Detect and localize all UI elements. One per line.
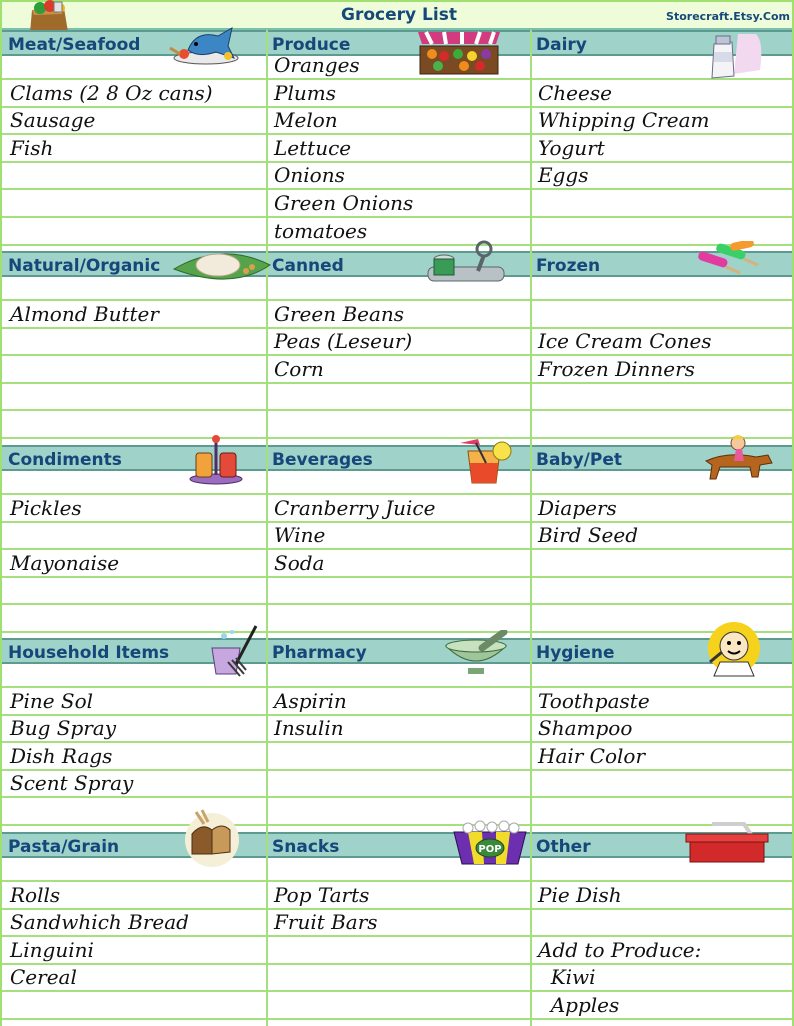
list-item[interactable]: Yogurt	[538, 135, 605, 160]
list-item[interactable]: Sausage	[10, 108, 96, 133]
column-divider	[266, 30, 268, 1026]
list-row	[2, 108, 794, 135]
list-item[interactable]: Almond Butter	[10, 301, 159, 326]
leaf-plate-icon	[172, 247, 272, 287]
list-row	[2, 578, 794, 605]
list-item[interactable]: Bug Spray	[10, 716, 117, 741]
category-heading: Canned	[272, 256, 344, 276]
list-row	[2, 689, 794, 716]
list-item[interactable]: Whipping Cream	[538, 108, 710, 133]
category-heading: Pasta/Grain	[8, 837, 120, 857]
list-item[interactable]: Cranberry Juice	[274, 495, 436, 520]
fish-platter-icon	[166, 24, 252, 66]
list-row	[2, 771, 794, 798]
list-item[interactable]: Green Onions	[274, 191, 414, 215]
list-item[interactable]: Insulin	[274, 716, 344, 741]
list-row	[2, 993, 794, 1020]
brand-link: Storecraft.Etsy.Com	[666, 10, 790, 23]
list-item[interactable]: Apples	[538, 993, 620, 1017]
popcorn-label: POP	[478, 844, 502, 855]
list-item[interactable]: Cheese	[538, 80, 612, 105]
category-heading: Frozen	[536, 256, 601, 276]
list-item[interactable]: Clams (2 8 Oz cans)	[10, 80, 213, 105]
column-divider	[530, 30, 532, 1026]
list-row	[2, 357, 794, 384]
category-heading: Meat/Seafood	[8, 35, 141, 55]
list-item[interactable]: Bird Seed	[538, 523, 638, 548]
list-item[interactable]: Pine Sol	[10, 688, 94, 713]
can-opener-icon	[422, 239, 508, 287]
category-heading: Beverages	[272, 450, 373, 470]
list-row	[2, 744, 794, 771]
milk-bottle-icon	[704, 30, 764, 80]
list-row	[2, 910, 794, 937]
list-item[interactable]: Dish Rags	[10, 743, 113, 768]
list-item[interactable]: Pop Tarts	[274, 882, 370, 907]
list-item[interactable]: Eggs	[538, 163, 589, 188]
list-row	[2, 191, 794, 218]
list-row	[2, 412, 794, 439]
list-item[interactable]: Onions	[274, 163, 345, 188]
salt-pepper-shakers-icon	[186, 435, 246, 485]
list-item[interactable]: Mayonaise	[10, 550, 120, 575]
list-row	[2, 716, 794, 743]
list-item[interactable]: Rolls	[10, 882, 61, 907]
list-item[interactable]: Corn	[274, 356, 324, 381]
list-row	[2, 883, 794, 910]
category-heading: Household Items	[8, 643, 170, 663]
cleaning-bucket-icon	[206, 624, 266, 680]
list-item[interactable]: Peas (Leseur)	[274, 329, 413, 354]
list-item[interactable]: Shampoo	[538, 716, 633, 741]
list-item[interactable]: tomatoes	[274, 218, 368, 243]
list-row	[2, 53, 794, 80]
list-row	[2, 329, 794, 356]
list-item[interactable]: Cereal	[10, 965, 77, 990]
list-item[interactable]: Hair Color	[538, 743, 646, 768]
list-row	[2, 468, 794, 495]
bread-loaf-icon	[182, 808, 242, 868]
list-row	[2, 938, 794, 965]
category-heading: Natural/Organic	[8, 256, 161, 276]
list-row	[2, 274, 794, 301]
category-heading: Hygiene	[536, 643, 615, 663]
list-item[interactable]: Plums	[274, 80, 336, 105]
list-row	[2, 136, 794, 163]
category-heading: Dairy	[536, 35, 587, 55]
list-item[interactable]: Kiwi	[538, 965, 596, 990]
list-row	[2, 384, 794, 411]
list-row	[2, 1021, 794, 1026]
category-heading: Condiments	[8, 450, 122, 470]
list-item[interactable]: Scent Spray	[10, 771, 134, 796]
popsicles-icon	[696, 241, 766, 281]
popcorn-box-icon	[450, 820, 530, 866]
list-item[interactable]: Sandwhich Bread	[10, 910, 189, 935]
list-item[interactable]: Fruit Bars	[274, 910, 378, 935]
list-item[interactable]: Pickles	[10, 495, 82, 520]
produce-stand-icon	[414, 28, 504, 76]
category-heading: Other	[536, 837, 591, 857]
list-item[interactable]: Fish	[10, 135, 54, 160]
list-item[interactable]: Soda	[274, 550, 325, 575]
list-row	[2, 855, 794, 882]
category-heading: Produce	[272, 35, 351, 55]
category-heading: Snacks	[272, 837, 340, 857]
list-row	[2, 81, 794, 108]
list-item[interactable]: Oranges	[274, 53, 360, 77]
picnic-basket-icon	[682, 820, 772, 866]
page-title: Grocery List	[341, 5, 457, 25]
list-row	[2, 219, 794, 246]
list-row	[2, 302, 794, 329]
list-row	[2, 965, 794, 992]
list-item[interactable]: Ice Cream Cones	[538, 329, 712, 354]
list-row	[2, 163, 794, 190]
category-heading: Pharmacy	[272, 643, 367, 663]
mortar-pestle-icon	[442, 630, 512, 676]
list-item[interactable]: Green Beans	[274, 301, 405, 326]
list-row	[2, 496, 794, 523]
list-item[interactable]: Aspirin	[274, 688, 347, 713]
list-row	[2, 661, 794, 688]
list-item[interactable]: Melon	[274, 108, 338, 133]
list-row	[2, 523, 794, 550]
list-item[interactable]: Diapers	[538, 495, 617, 520]
list-item[interactable]: Wine	[274, 523, 326, 548]
category-heading: Baby/Pet	[536, 450, 623, 470]
toothbrush-man-icon	[700, 622, 770, 678]
list-item[interactable]: Pie Dish	[538, 882, 622, 907]
list-row	[2, 606, 794, 633]
cocktail-drink-icon	[456, 437, 516, 487]
list-row	[2, 799, 794, 826]
list-item[interactable]: Frozen Dinners	[538, 356, 695, 381]
list-item[interactable]: Lettuce	[274, 135, 352, 160]
list-item[interactable]: Linguini	[10, 937, 94, 962]
child-on-dog-icon	[698, 433, 778, 483]
list-item[interactable]: Toothpaste	[538, 688, 650, 713]
list-item[interactable]: Add to Produce:	[538, 937, 702, 962]
list-row	[2, 551, 794, 578]
title-bar	[2, 0, 794, 30]
